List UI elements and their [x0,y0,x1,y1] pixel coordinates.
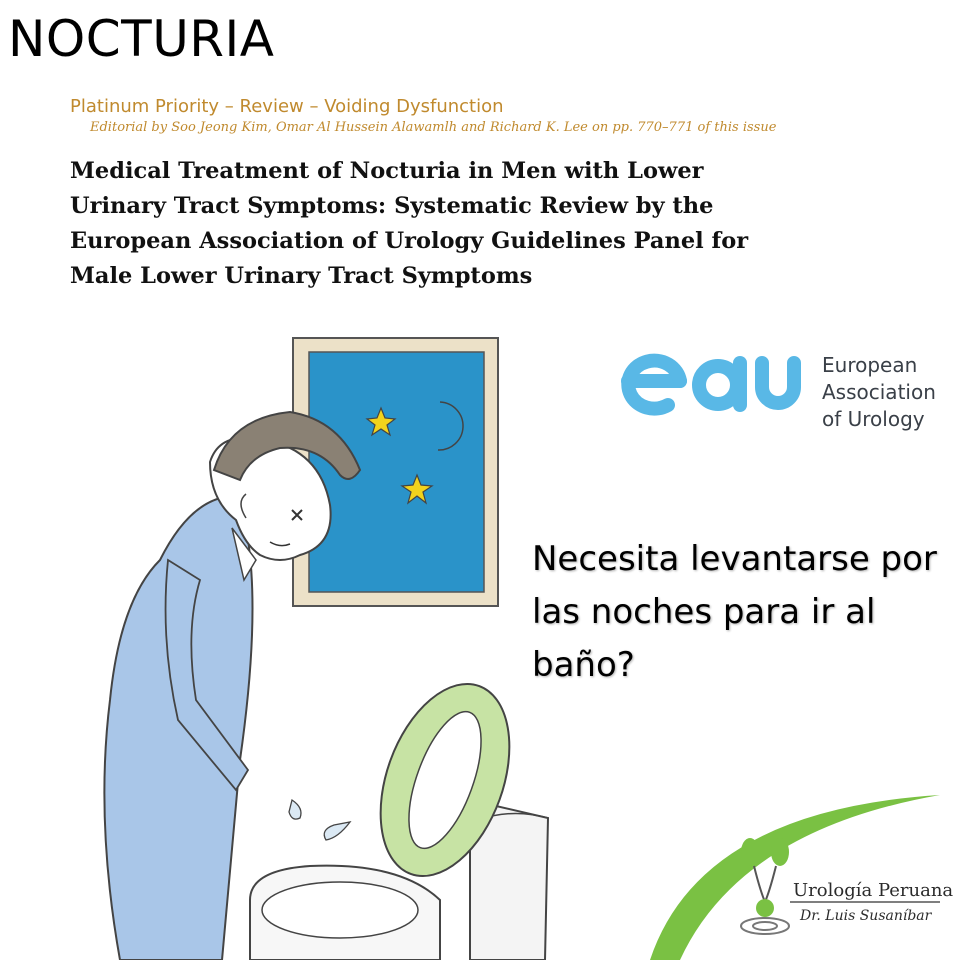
brand-doctor: Dr. Luis Susaníbar [800,908,932,924]
page-title: NOCTURIA [8,10,275,68]
urologia-peruana-logo [640,790,960,960]
paper-category: Platinum Priority – Review – Voiding Dysfunction [70,96,504,117]
eau-logo-text: European Association of Urology [822,353,936,431]
paper-editorial-note: Editorial by Soo Jeong Kim, Omar Al Hussein Alawamlh and Richard K. Lee on pp. 770–771 of this issue [90,120,777,135]
water-drop-icon [289,800,301,819]
brand-name: Urología Peruana [793,880,954,901]
eau-logo-mark [620,345,810,425]
paper-title: Medical Treatment of Nocturia in Men with Lower Urinary Tract Symptoms: Systematic Review by the European Association of Urology Guidelines Panel for Male Lower Urinary Tract Symptoms [70,158,749,289]
night-window [293,338,498,606]
water-drop-icon [324,822,350,840]
question-text: Necesita levantarse por las noches para ir al baño? [532,539,937,685]
